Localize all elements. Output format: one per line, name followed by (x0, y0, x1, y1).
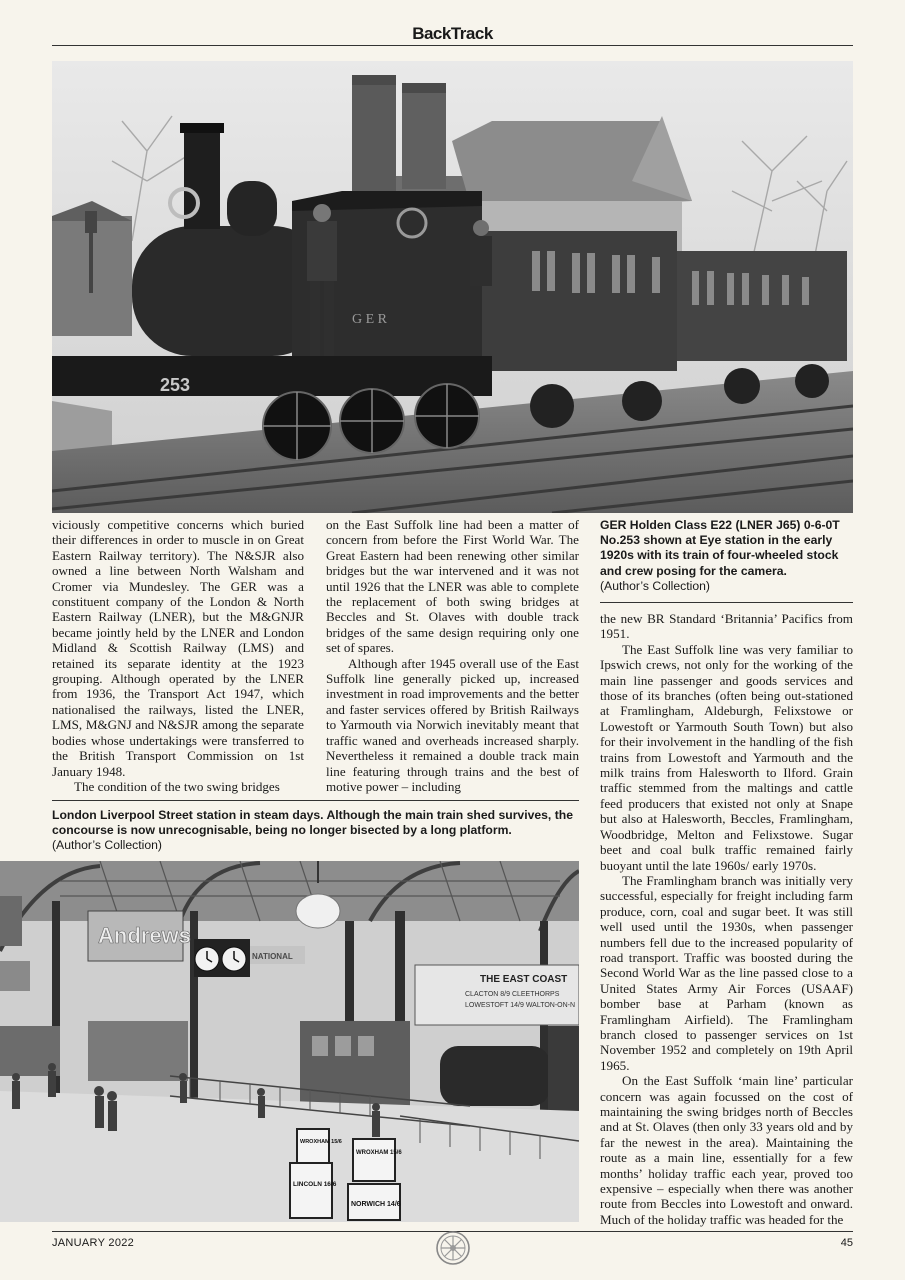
caption-credit: (Author’s Collection) (52, 838, 162, 853)
paragraph: The East Suffolk line was very familiar to Ipswich crews, not only for the working of the main line passenger and goods services and those of its branches (often being out-stationed at Framlingham, Aldeburgh, Felixstowe or Lowestoft or Yarmouth South Town) but also for their involvement in the handling of the fish trains from Lowestoft and Yarmouth and the milk trains from Halesworth to Ilford. Grain traffic stemmed from the maltings and cattle feed producers that existed not only at Snape but also at Halesworth, Beccles, Framlingham, Woodbridge, Melton and Felixstowe. Sugar beet and coal bulk traffic remained fairly buoyant until the late 1960s/ early 1970s. (600, 641, 853, 873)
svg-text:NORWICH 14/6: NORWICH 14/6 (351, 1201, 401, 1208)
header-rule (52, 45, 853, 46)
locomotive-photo (52, 61, 853, 513)
svg-text:CLACTON 8/9 CLEETHORPS: CLACTON 8/9 CLEETHORPS (465, 991, 560, 998)
paragraph: Although after 1945 overall use of the East Suffolk line generally picked up, increased investment in road improvements and the better and faster services offered by British Railways to Yarmouth via Norwich inevitably meant that traffic waned and overheads increased sharply. Nevertheless it remained a double track main line featuring through trains and the best of motive power – including (326, 655, 579, 794)
paragraph: viciously competitive concerns which buried their differences in order to muscle in on Great Eastern Railway territory). The N&SJR also owned a line between North Walsham and Cromer via Mundesley. The GER was a constituent company of the London & North Eastern Railway (LNER), but the M&GNJR became jointly held by the LNER and London Midland & Scottish Railway (LMS) and retained its separate identity at the 1923 grouping. Although operated by the LNER from 1936, the Transport Act 1947, which nationalised the railways, listed the LNER, LMS, M&GNJ and N&SJR among the separate bodies whose undertakings were transferred to the British Transport Commission on 1st January 1948. (52, 517, 304, 779)
svg-text:G E R: G E R (352, 312, 387, 327)
station-photo (0, 861, 579, 1222)
svg-text:WROXHAM 15/6: WROXHAM 15/6 (300, 1139, 342, 1145)
railway-wheel-logo-icon (435, 1230, 471, 1266)
article-column-1 (52, 517, 304, 794)
article-column-3 (600, 611, 853, 1227)
photo-caption-station (52, 808, 582, 854)
svg-text:Andrews: Andrews (98, 923, 191, 948)
svg-text:253: 253 (160, 375, 191, 395)
issue-date: JANUARY 2022 (52, 1237, 135, 1249)
paragraph: The condition of the two swing bridges (74, 778, 280, 794)
steam-locomotive-photo-icon (52, 61, 853, 513)
caption-text: GER Holden Class E22 (LNER J65) 0-6-0T No.253 shown at Eye station in the early 1920s with its train of four-wheeled stock and crew posing for the camera. (600, 518, 840, 578)
article-column-2 (326, 517, 579, 794)
svg-text:WROXHAM 15/6: WROXHAM 15/6 (356, 1150, 402, 1156)
caption-credit: (Author’s Collection) (600, 578, 710, 593)
magazine-masthead: BackTrack (412, 24, 493, 43)
paragraph: on the East Suffolk line had been a matter of concern from before the First World War. The Great Eastern had been renewing other similar bridges but the war intervened and it was not until 1926 that the LNER was able to complete the replacement of both swing bridges at Beccles and St. Olaves with double track bridges of the same design requiring only one set of spares. (326, 517, 579, 656)
page-number: 45 (840, 1237, 853, 1249)
station-concourse-photo-icon (0, 861, 579, 1222)
photo-caption-locomotive (600, 518, 853, 594)
caption-text: London Liverpool Street station in steam days. Although the main train shed survives, the concourse is now unrecognisable, being no longer bisected by a long platform. (52, 808, 573, 838)
caption-rule (600, 602, 853, 603)
svg-text:THE EAST COAST: THE EAST COAST (480, 974, 568, 985)
paragraph: The Framlingham branch was initially very successful, especially for freight including farm produce, corn, coal and sugar beet. It was still well used until the 1930s, when passenger numbers fell due to the increased popularity of road transport. Traffic was boosted during the Second World War as the line passed close to a United States Army Air Forces (USAAF) bomber base at Parham (known as Framlingham Airfield). The Framlingham branch closed to passenger services on 1st November 1952 and completely on 19th April 1965. (600, 872, 853, 1073)
svg-text:LINCOLN 16/6: LINCOLN 16/6 (293, 1181, 337, 1188)
paragraph: the new BR Standard ‘Britannia’ Pacifics from 1951. (600, 611, 853, 642)
caption-rule (52, 800, 579, 801)
svg-text:LOWESTOFT 14/9 WALTON-ON-N: LOWESTOFT 14/9 WALTON-ON-N (465, 1002, 576, 1009)
svg-text:NATIONAL: NATIONAL (252, 952, 293, 961)
paragraph: On the East Suffolk ‘main line’ particular concern was again focussed on the cost of maintaining the swing bridges north of Beccles and at St. Olaves (then only 33 years old and by far the newest in the area). Maintaining the route as a main line, essentially for a few months’ holiday traffic each year, proved too expensive – especially when there was another route from Beccles into Lowestoft and onward. Much of the holiday traffic was headed for the (600, 1073, 853, 1227)
